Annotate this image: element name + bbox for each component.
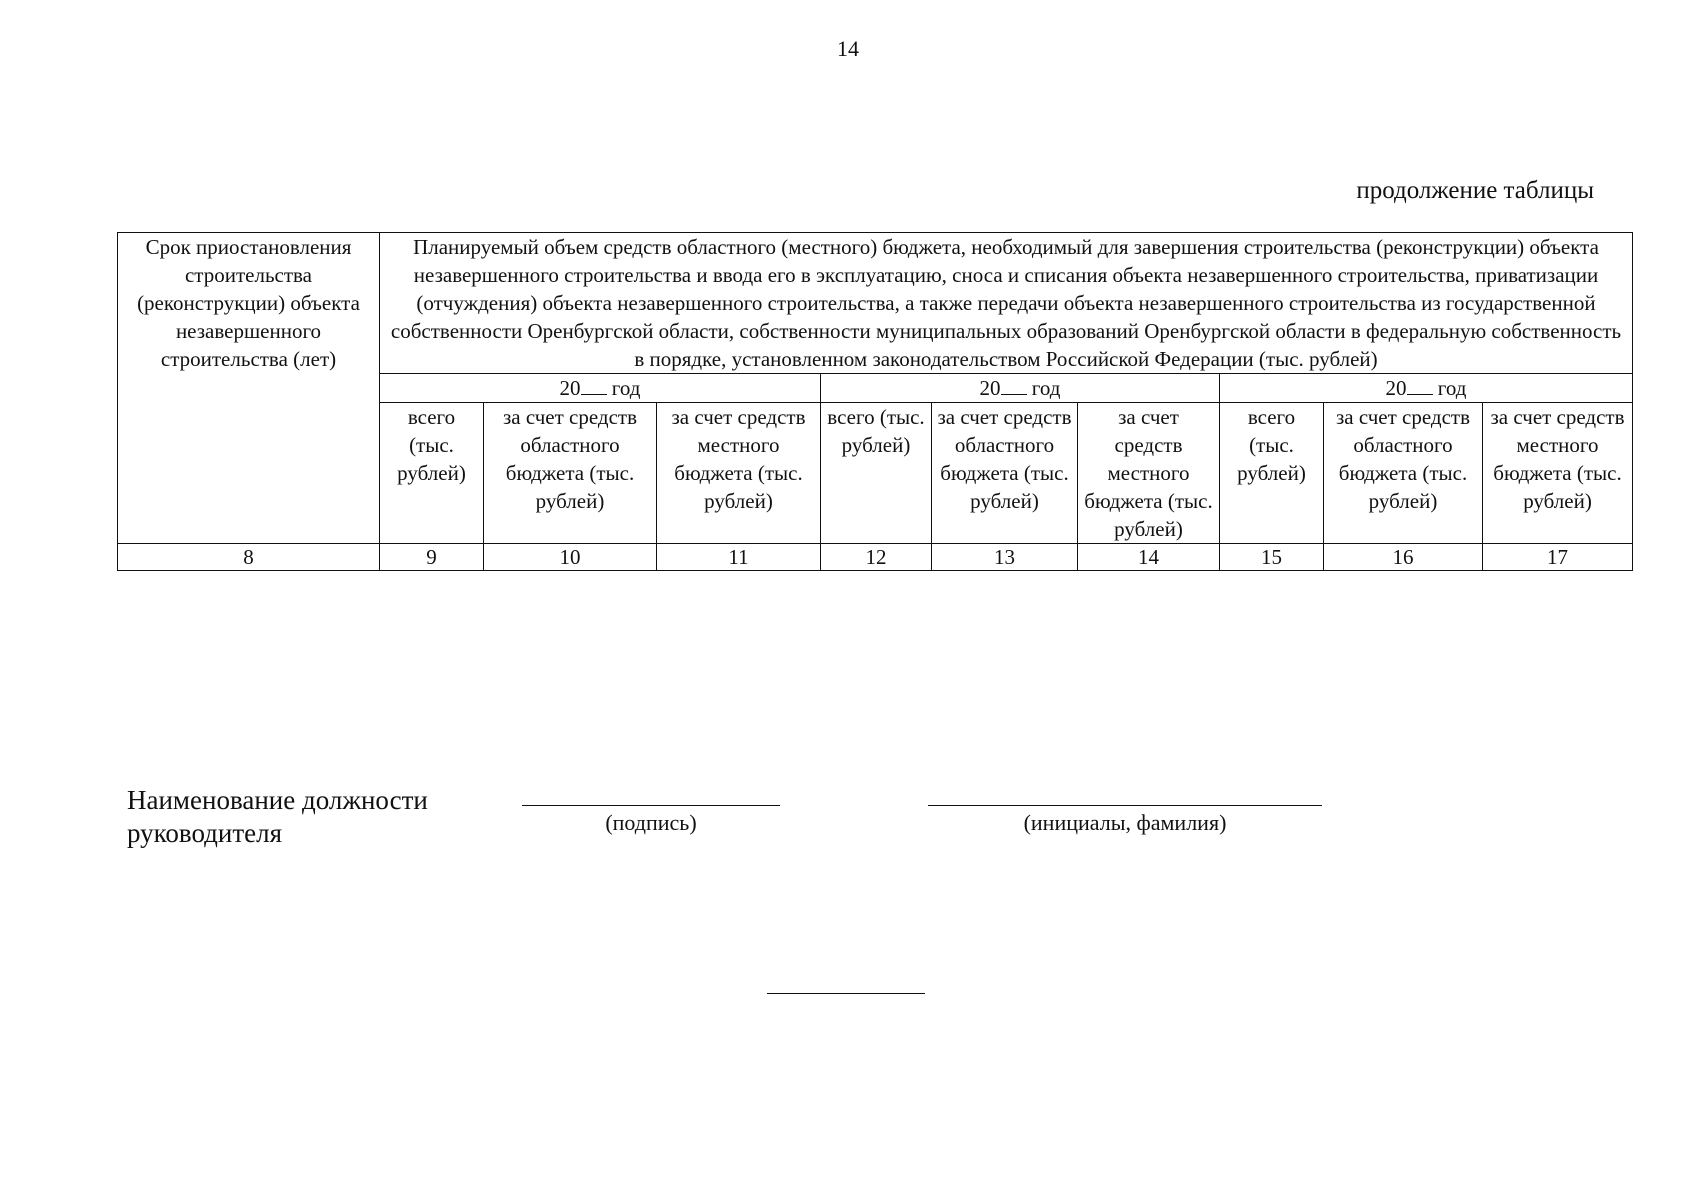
- year-prefix: 20: [1385, 376, 1407, 400]
- regional-budget-header: за счет средств областного бюджета (тыс. рублей): [932, 403, 1078, 544]
- regional-budget-header: за счет средств областного бюджета (тыс. рублей): [484, 403, 657, 544]
- position-label: [127, 784, 428, 850]
- total-header: всего (тыс. рублей): [380, 403, 484, 544]
- header-row-main: [118, 233, 1633, 374]
- continuation-label: продолжение таблицы: [1356, 177, 1594, 204]
- column-number: 17: [1483, 544, 1633, 571]
- position-label-line1: Наименование должности: [127, 785, 428, 815]
- year-prefix: 20: [979, 376, 1001, 400]
- column-number: 8: [118, 544, 380, 571]
- year-blank: [581, 374, 607, 395]
- column-number: 15: [1220, 544, 1324, 571]
- column-number: 12: [821, 544, 932, 571]
- year-suffix: год: [1031, 376, 1061, 400]
- year-group-3: [1220, 374, 1633, 403]
- signature-caption: (подпись): [605, 810, 697, 835]
- column-number: 14: [1078, 544, 1220, 571]
- column-number: 10: [484, 544, 657, 571]
- column-number: 9: [380, 544, 484, 571]
- total-header: всего (тыс. рублей): [821, 403, 932, 544]
- footer-separator-line: [767, 993, 925, 994]
- page-number: 14: [837, 36, 859, 61]
- year-group-2: [821, 374, 1220, 403]
- year-suffix: год: [611, 376, 641, 400]
- column-number: 16: [1324, 544, 1483, 571]
- local-budget-header: за счет средств местного бюджета (тыс. рублей): [657, 403, 821, 544]
- local-budget-header: за счет средств местного бюджета (тыс. рублей): [1078, 403, 1220, 544]
- budget-table: [117, 232, 1633, 571]
- name-line: [928, 805, 1322, 806]
- suspension-period-header: Срок приостановления строительства (реконструкции) объекта незавершенного строительства (лет): [118, 233, 380, 544]
- column-number-row: [118, 544, 1633, 571]
- local-budget-header: за счет средств местного бюджета (тыс. рублей): [1483, 403, 1633, 544]
- column-number: 13: [932, 544, 1078, 571]
- planned-budget-header: Планируемый объем средств областного (местного) бюджета, необходимый для завершения строительства (реконструкции) объекта незавершенного строительства и ввода его в эксплуатацию, сноса и списания объекта незавершенного строительства, приватизации (отчуждения) объекта незавершенного строительства, а также передачи объекта незавершенного строительства из государственной собственности Оренбургской области, собственности муниципальных образований Оренбургской области в федеральную собственность в порядке, установленном законодательством Российской Федерации (тыс. рублей): [380, 233, 1633, 374]
- name-caption: (инициалы, фамилия): [1023, 810, 1227, 835]
- year-prefix: 20: [559, 376, 581, 400]
- position-label-line2: руководителя: [127, 818, 283, 848]
- year-suffix: год: [1437, 376, 1467, 400]
- year-group-1: [380, 374, 821, 403]
- total-header: всего (тыс. рублей): [1220, 403, 1324, 544]
- year-blank: [1001, 374, 1027, 395]
- signature-line: [522, 805, 780, 806]
- regional-budget-header: за счет средств областного бюджета (тыс. рублей): [1324, 403, 1483, 544]
- column-number: 11: [657, 544, 821, 571]
- year-blank: [1407, 374, 1433, 395]
